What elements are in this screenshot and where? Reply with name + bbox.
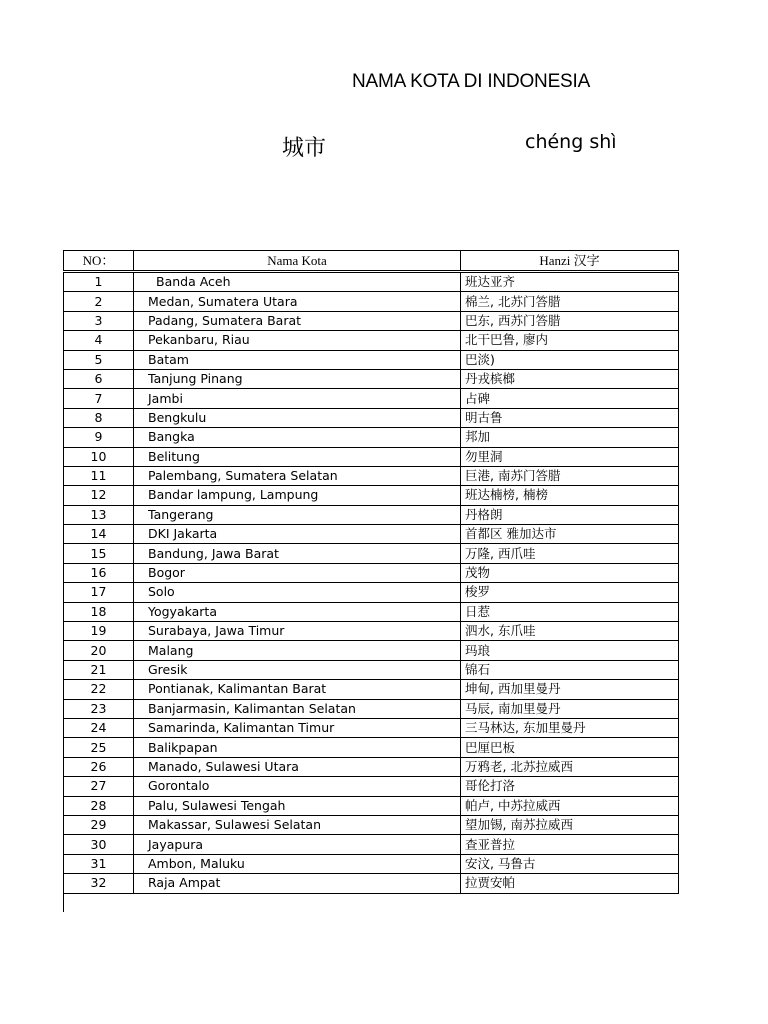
city-hanzi: 万鸦老, 北苏拉威西 — [461, 757, 679, 776]
city-hanzi: 巴淡) — [461, 350, 679, 369]
table-row — [64, 854, 679, 873]
city-table — [63, 250, 679, 894]
city-hanzi: 锦石 — [461, 660, 679, 679]
row-number: 29 — [64, 815, 134, 834]
city-hanzi: 哥伦打洛 — [461, 777, 679, 796]
city-hanzi: 查亚普拉 — [461, 835, 679, 854]
city-hanzi: 邦加 — [461, 428, 679, 447]
city-name: Raja Ampat — [134, 874, 461, 893]
table-header-row — [64, 251, 679, 272]
table-row — [64, 796, 679, 815]
city-name: Balikpapan — [134, 738, 461, 757]
table-row — [64, 408, 679, 427]
table-row — [64, 660, 679, 679]
city-name: Bandung, Jawa Barat — [134, 544, 461, 563]
city-hanzi: 勿里洞 — [461, 447, 679, 466]
row-number: 23 — [64, 699, 134, 718]
table-row — [64, 505, 679, 524]
city-hanzi: 玛琅 — [461, 641, 679, 660]
row-number: 2 — [64, 292, 134, 311]
city-hanzi: 明古鲁 — [461, 408, 679, 427]
header-hanzi: Hanzi 汉字 — [461, 251, 679, 272]
table-row — [64, 777, 679, 796]
city-name: Yogyakarta — [134, 602, 461, 621]
city-hanzi: 棉兰, 北苏门答腊 — [461, 292, 679, 311]
city-name: Makassar, Sulawesi Selatan — [134, 815, 461, 834]
table-row — [64, 874, 679, 893]
city-name: Jambi — [134, 389, 461, 408]
city-name: Palembang, Sumatera Selatan — [134, 466, 461, 485]
table-row — [64, 486, 679, 505]
city-hanzi: 巴厘巴板 — [461, 738, 679, 757]
row-number: 27 — [64, 777, 134, 796]
city-name: Bangka — [134, 428, 461, 447]
city-name: Pekanbaru, Riau — [134, 331, 461, 350]
city-name: Palu, Sulawesi Tengah — [134, 796, 461, 815]
table-body — [64, 272, 679, 894]
table-row — [64, 835, 679, 854]
row-number: 7 — [64, 389, 134, 408]
table-row — [64, 563, 679, 582]
city-name: Gresik — [134, 660, 461, 679]
city-name: Banda Aceh — [134, 272, 461, 292]
city-name: Solo — [134, 583, 461, 602]
city-hanzi: 丹戎槟榔 — [461, 369, 679, 388]
city-name: Tanjung Pinang — [134, 369, 461, 388]
table-row — [64, 699, 679, 718]
city-name: Banjarmasin, Kalimantan Selatan — [134, 699, 461, 718]
table-row — [64, 466, 679, 485]
city-name: Ambon, Maluku — [134, 854, 461, 873]
city-name: Jayapura — [134, 835, 461, 854]
city-name: Malang — [134, 641, 461, 660]
city-hanzi: 帕卢, 中苏拉威西 — [461, 796, 679, 815]
table-row — [64, 272, 679, 292]
row-number: 31 — [64, 854, 134, 873]
city-hanzi: 丹格朗 — [461, 505, 679, 524]
city-hanzi: 北干巴鲁, 廖内 — [461, 331, 679, 350]
header-no: NO： — [64, 251, 134, 272]
row-number: 11 — [64, 466, 134, 485]
row-number: 20 — [64, 641, 134, 660]
city-hanzi: 望加锡, 南苏拉威西 — [461, 815, 679, 834]
table-row — [64, 311, 679, 330]
city-name: Gorontalo — [134, 777, 461, 796]
row-number: 26 — [64, 757, 134, 776]
row-number: 10 — [64, 447, 134, 466]
city-hanzi: 拉贾安帕 — [461, 874, 679, 893]
city-name: Pontianak, Kalimantan Barat — [134, 680, 461, 699]
city-hanzi: 三马林达, 东加里曼丹 — [461, 718, 679, 737]
row-number: 21 — [64, 660, 134, 679]
city-hanzi: 马辰, 南加里曼丹 — [461, 699, 679, 718]
table-row — [64, 757, 679, 776]
row-number: 22 — [64, 680, 134, 699]
city-name: DKI Jakarta — [134, 525, 461, 544]
table-row — [64, 680, 679, 699]
row-number: 8 — [64, 408, 134, 427]
city-hanzi: 巨港, 南苏门答腊 — [461, 466, 679, 485]
row-number: 3 — [64, 311, 134, 330]
city-name: Samarinda, Kalimantan Timur — [134, 718, 461, 737]
row-number: 17 — [64, 583, 134, 602]
city-name: Padang, Sumatera Barat — [134, 311, 461, 330]
table-row — [64, 718, 679, 737]
city-name: Bengkulu — [134, 408, 461, 427]
table-row — [64, 525, 679, 544]
city-name: Batam — [134, 350, 461, 369]
row-number: 6 — [64, 369, 134, 388]
table-row — [64, 369, 679, 388]
row-number: 15 — [64, 544, 134, 563]
pinyin-heading: chéng shì — [525, 131, 617, 153]
row-number: 5 — [64, 350, 134, 369]
city-name: Belitung — [134, 447, 461, 466]
city-name: Surabaya, Jawa Timur — [134, 622, 461, 641]
table-row — [64, 583, 679, 602]
city-hanzi: 坤甸, 西加里曼丹 — [461, 680, 679, 699]
table-row — [64, 428, 679, 447]
row-number: 28 — [64, 796, 134, 815]
row-number: 18 — [64, 602, 134, 621]
row-number: 1 — [64, 272, 134, 292]
table-row — [64, 331, 679, 350]
table-row — [64, 292, 679, 311]
row-number: 14 — [64, 525, 134, 544]
city-hanzi: 日惹 — [461, 602, 679, 621]
row-number: 4 — [64, 331, 134, 350]
row-number: 30 — [64, 835, 134, 854]
city-name: Bandar lampung, Lampung — [134, 486, 461, 505]
city-name: Bogor — [134, 563, 461, 582]
city-hanzi: 班达楠榜, 楠榜 — [461, 486, 679, 505]
city-name: Medan, Sumatera Utara — [134, 292, 461, 311]
city-hanzi: 万隆, 西爪哇 — [461, 544, 679, 563]
city-hanzi: 占碑 — [461, 389, 679, 408]
row-number: 32 — [64, 874, 134, 893]
header-city-name: Nama Kota — [134, 251, 461, 272]
hanzi-heading: 城市 — [282, 136, 327, 161]
table-row — [64, 622, 679, 641]
table-row — [64, 389, 679, 408]
city-hanzi: 首都区 雅加达市 — [461, 525, 679, 544]
row-number: 16 — [64, 563, 134, 582]
table-row — [64, 641, 679, 660]
city-hanzi: 茂物 — [461, 563, 679, 582]
city-hanzi: 巴东, 西苏门答腊 — [461, 311, 679, 330]
city-name: Tangerang — [134, 505, 461, 524]
table-row — [64, 738, 679, 757]
row-number: 24 — [64, 718, 134, 737]
table-trailing-border — [63, 891, 64, 912]
page-title: NAMA KOTA DI INDONESIA — [352, 71, 591, 92]
row-number: 9 — [64, 428, 134, 447]
city-hanzi: 安汶, 马鲁古 — [461, 854, 679, 873]
row-number: 25 — [64, 738, 134, 757]
table-row — [64, 350, 679, 369]
table-row — [64, 544, 679, 563]
city-hanzi: 班达亚齐 — [461, 272, 679, 292]
row-number: 19 — [64, 622, 134, 641]
city-hanzi: 泗水, 东爪哇 — [461, 622, 679, 641]
city-hanzi: 梭罗 — [461, 583, 679, 602]
row-number: 13 — [64, 505, 134, 524]
row-number: 12 — [64, 486, 134, 505]
table-row — [64, 447, 679, 466]
table-row — [64, 602, 679, 621]
table-row — [64, 815, 679, 834]
city-name: Manado, Sulawesi Utara — [134, 757, 461, 776]
